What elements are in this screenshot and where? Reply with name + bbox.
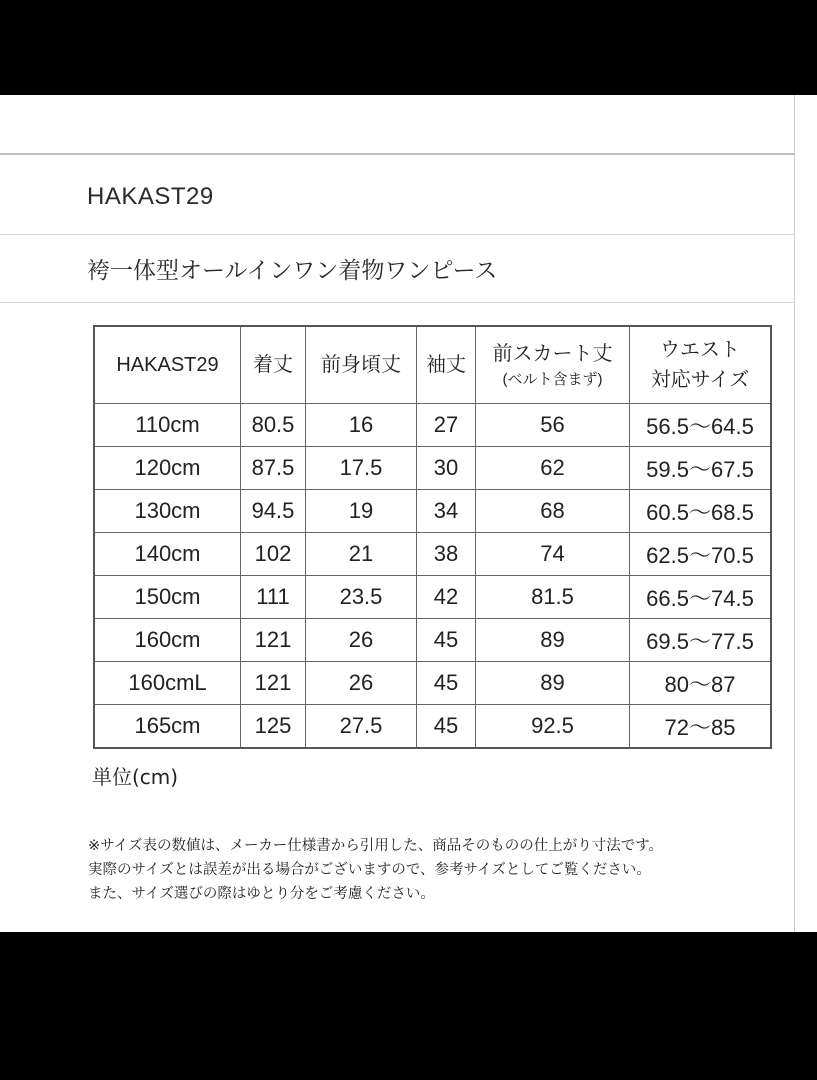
size-cell: 110cm xyxy=(94,404,241,447)
header-sleeve-length: 袖丈 xyxy=(417,326,476,404)
note-line: 実際のサイズとは誤差が出る場合がございますので、参考サイズとしてご覧ください。 xyxy=(88,862,651,878)
skirt-cell: 68 xyxy=(476,490,630,533)
table-row xyxy=(94,533,771,576)
header-waist: ウエスト 対応サイズ xyxy=(630,326,772,404)
table-row xyxy=(94,662,771,705)
waist-cell: 62.5〜70.5 xyxy=(630,533,772,576)
front-body-cell: 26 xyxy=(306,662,417,705)
sleeve-cell: 34 xyxy=(417,490,476,533)
sleeve-cell: 30 xyxy=(417,447,476,490)
size-cell: 130cm xyxy=(94,490,241,533)
header-model: HAKAST29 xyxy=(94,326,241,404)
waist-cell: 56.5〜64.5 xyxy=(630,404,772,447)
size-cell: 120cm xyxy=(94,447,241,490)
unit-label: 単位(cm) xyxy=(92,765,179,789)
size-cell: 160cm xyxy=(94,619,241,662)
skirt-cell: 89 xyxy=(476,619,630,662)
size-chart-panel xyxy=(0,95,817,932)
table-row xyxy=(94,576,771,619)
skirt-cell: 62 xyxy=(476,447,630,490)
front-body-cell: 19 xyxy=(306,490,417,533)
skirt-cell: 81.5 xyxy=(476,576,630,619)
length-cell: 111 xyxy=(241,576,306,619)
size-notes xyxy=(88,834,663,906)
length-cell: 121 xyxy=(241,619,306,662)
right-border xyxy=(794,95,795,932)
length-cell: 87.5 xyxy=(241,447,306,490)
front-body-cell: 16 xyxy=(306,404,417,447)
front-body-cell: 17.5 xyxy=(306,447,417,490)
length-cell: 121 xyxy=(241,662,306,705)
header-front-body-length: 前身頃丈 xyxy=(306,326,417,404)
sleeve-cell: 45 xyxy=(417,619,476,662)
header-front-skirt-length: 前スカート丈 (ベルト含まず) xyxy=(476,326,630,404)
skirt-cell: 92.5 xyxy=(476,705,630,749)
header-length: 着丈 xyxy=(241,326,306,404)
front-body-cell: 26 xyxy=(306,619,417,662)
skirt-cell: 56 xyxy=(476,404,630,447)
table-row xyxy=(94,447,771,490)
product-name: 袴一体型オールインワン着物ワンピース xyxy=(87,258,498,284)
size-cell: 165cm xyxy=(94,705,241,749)
waist-cell: 59.5〜67.5 xyxy=(630,447,772,490)
table-row xyxy=(94,404,771,447)
front-body-cell: 21 xyxy=(306,533,417,576)
length-cell: 125 xyxy=(241,705,306,749)
size-cell: 150cm xyxy=(94,576,241,619)
note-line: ※サイズ表の数値は、メーカー仕様書から引用した、商品そのものの仕上がり寸法です。 xyxy=(88,838,664,854)
sleeve-cell: 42 xyxy=(417,576,476,619)
table-row xyxy=(94,705,771,749)
sleeve-cell: 27 xyxy=(417,404,476,447)
size-table xyxy=(93,325,772,749)
waist-cell: 69.5〜77.5 xyxy=(630,619,772,662)
code-divider xyxy=(0,234,795,235)
name-divider xyxy=(0,302,795,303)
skirt-cell: 74 xyxy=(476,533,630,576)
waist-cell: 60.5〜68.5 xyxy=(630,490,772,533)
table-header-row xyxy=(94,326,771,404)
table-row xyxy=(94,619,771,662)
sleeve-cell: 45 xyxy=(417,662,476,705)
front-body-cell: 23.5 xyxy=(306,576,417,619)
size-cell: 140cm xyxy=(94,533,241,576)
table-row xyxy=(94,490,771,533)
waist-cell: 66.5〜74.5 xyxy=(630,576,772,619)
length-cell: 94.5 xyxy=(241,490,306,533)
waist-cell: 80〜87 xyxy=(630,662,772,705)
length-cell: 80.5 xyxy=(241,404,306,447)
top-divider xyxy=(0,153,795,155)
note-line: また、サイズ選びの際はゆとり分をご考慮ください。 xyxy=(88,886,435,902)
size-cell: 160cmL xyxy=(94,662,241,705)
length-cell: 102 xyxy=(241,533,306,576)
front-body-cell: 27.5 xyxy=(306,705,417,749)
sleeve-cell: 38 xyxy=(417,533,476,576)
skirt-cell: 89 xyxy=(476,662,630,705)
product-code: HAKAST29 xyxy=(87,183,214,210)
waist-cell: 72〜85 xyxy=(630,705,772,749)
sleeve-cell: 45 xyxy=(417,705,476,749)
